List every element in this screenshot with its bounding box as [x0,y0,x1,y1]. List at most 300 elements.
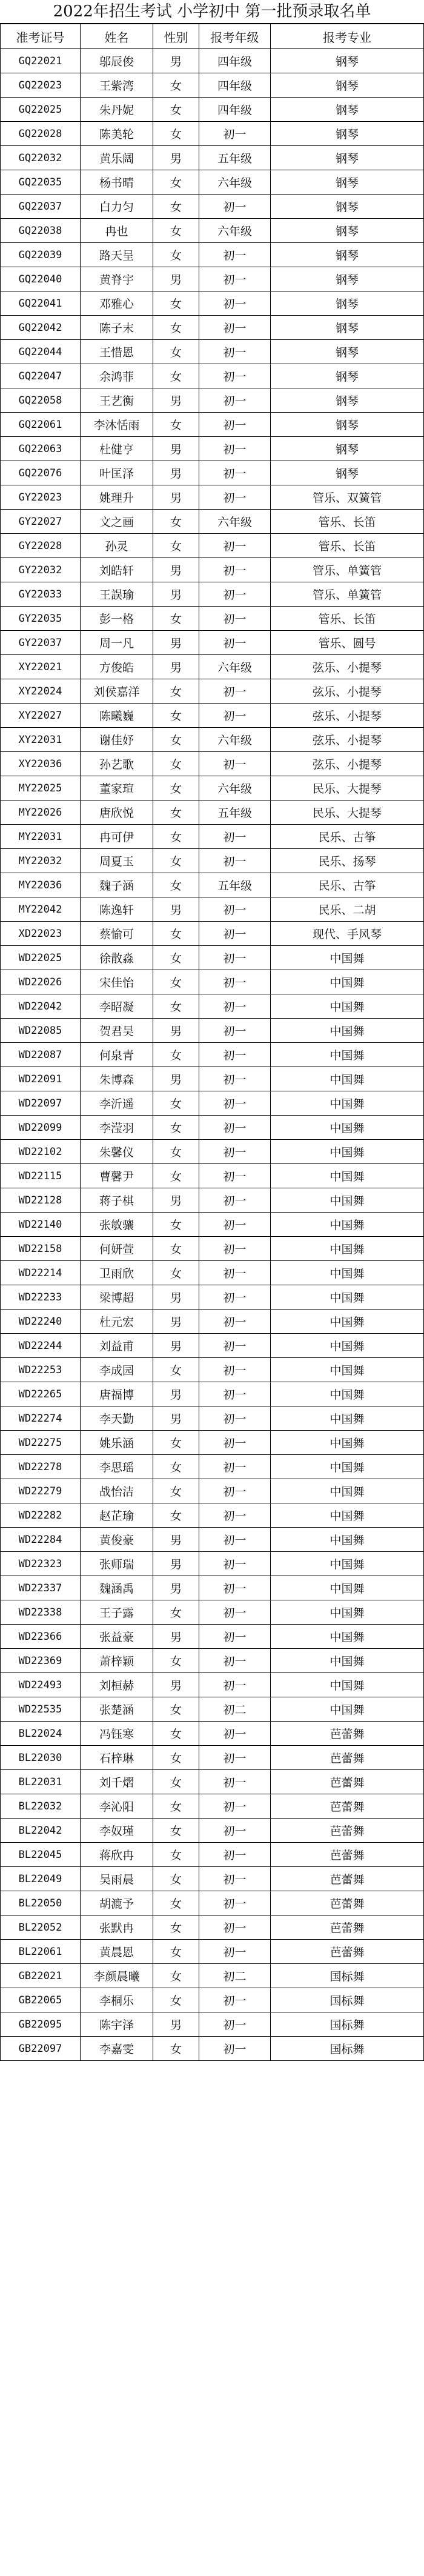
cell-gender: 女 [153,1261,199,1285]
table-row [1,1988,424,2012]
table-row [1,1503,424,1528]
header-exam-id: 准考证号 [1,24,81,49]
cell-gender: 女 [153,873,199,897]
cell-major: 管乐、长笛 [271,607,424,631]
cell-grade: 初二 [199,1964,271,1988]
cell-grade: 初一 [199,849,271,873]
cell-grade: 初一 [199,413,271,437]
table-row [1,1746,424,1770]
cell-exam-id: GQ22037 [1,195,81,219]
cell-name: 王艺衡 [81,388,153,413]
table-row [1,195,424,219]
cell-exam-id: WD22535 [1,1697,81,1722]
cell-gender: 女 [153,1843,199,1867]
cell-exam-id: GB22021 [1,1964,81,1988]
table-row [1,1940,424,1964]
cell-major: 弦乐、小提琴 [271,728,424,752]
cell-exam-id: WD22091 [1,1067,81,1091]
cell-exam-id: GQ22042 [1,316,81,340]
cell-gender: 女 [153,316,199,340]
cell-grade: 初一 [199,1431,271,1455]
cell-exam-id: WD22265 [1,1382,81,1406]
cell-exam-id: WD22233 [1,1285,81,1310]
cell-gender: 女 [153,679,199,704]
cell-gender: 女 [153,1479,199,1503]
cell-name: 王紫湾 [81,73,153,98]
cell-name: 蔡愉可 [81,922,153,946]
cell-grade: 初一 [199,1334,271,1358]
cell-gender: 女 [153,122,199,146]
cell-major: 芭蕾舞 [271,1722,424,1746]
cell-name: 刘桓赫 [81,1673,153,1697]
table-row [1,1600,424,1625]
cell-name: 刘千熠 [81,1770,153,1794]
cell-exam-id: BL22024 [1,1722,81,1746]
table-row [1,1915,424,1940]
table-row [1,1116,424,1140]
cell-gender: 女 [153,1770,199,1794]
cell-gender: 女 [153,1091,199,1116]
table-row [1,1891,424,1915]
cell-major: 管乐、圆号 [271,631,424,655]
header-name: 姓名 [81,24,153,49]
cell-exam-id: GQ22063 [1,437,81,461]
table-row [1,631,424,655]
cell-gender: 女 [153,340,199,364]
table-row [1,219,424,243]
cell-name: 杜元宏 [81,1310,153,1334]
table-row [1,2012,424,2037]
table-row [1,485,424,510]
cell-grade: 初一 [199,1358,271,1382]
cell-major: 民乐、古筝 [271,873,424,897]
cell-gender: 女 [153,1358,199,1382]
table-row [1,316,424,340]
cell-gender: 女 [153,364,199,388]
cell-name: 赵芷瑜 [81,1503,153,1528]
cell-exam-id: WD22282 [1,1503,81,1528]
cell-name: 陈逸轩 [81,897,153,922]
table-row [1,1406,424,1431]
cell-grade: 初一 [199,243,271,267]
cell-gender: 女 [153,1116,199,1140]
cell-gender: 女 [153,413,199,437]
cell-exam-id: MY22031 [1,825,81,849]
cell-name: 王子露 [81,1600,153,1625]
cell-name: 何泉青 [81,1043,153,1067]
cell-grade: 初一 [199,1406,271,1431]
table-row [1,73,424,98]
cell-exam-id: WD22026 [1,970,81,994]
cell-exam-id: BL22052 [1,1915,81,1940]
cell-grade: 四年级 [199,49,271,73]
cell-grade: 初一 [199,1140,271,1164]
cell-exam-id: GQ22035 [1,170,81,195]
table-row [1,98,424,122]
table-row [1,1285,424,1310]
table-row [1,534,424,558]
cell-gender: 女 [153,704,199,728]
cell-major: 钢琴 [271,49,424,73]
cell-grade: 初一 [199,994,271,1019]
cell-grade: 初一 [199,922,271,946]
cell-exam-id: GQ22058 [1,388,81,413]
cell-gender: 男 [153,485,199,510]
cell-exam-id: BL22049 [1,1867,81,1891]
cell-exam-id: WD22278 [1,1455,81,1479]
cell-grade: 初一 [199,1382,271,1406]
cell-exam-id: GY22027 [1,510,81,534]
cell-major: 中国舞 [271,1188,424,1213]
cell-gender: 女 [153,510,199,534]
table-row [1,291,424,316]
cell-exam-id: XY22036 [1,752,81,776]
table-row [1,800,424,825]
cell-exam-id: WD22253 [1,1358,81,1382]
cell-grade: 初一 [199,1988,271,2012]
cell-major: 中国舞 [271,1649,424,1673]
cell-exam-id: GY22023 [1,485,81,510]
cell-gender: 女 [153,219,199,243]
cell-name: 李成园 [81,1358,153,1382]
cell-major: 管乐、长笛 [271,534,424,558]
cell-major: 中国舞 [271,1140,424,1164]
cell-name: 王誤瑜 [81,582,153,607]
table-row [1,1576,424,1600]
cell-name: 姚理升 [81,485,153,510]
header-grade: 报考年级 [199,24,271,49]
cell-exam-id: WD22274 [1,1406,81,1431]
cell-gender: 女 [153,1455,199,1479]
cell-gender: 女 [153,1164,199,1188]
cell-name: 朱博森 [81,1067,153,1091]
cell-major: 中国舞 [271,1479,424,1503]
cell-major: 芭蕾舞 [271,1843,424,1867]
cell-gender: 男 [153,1019,199,1043]
cell-exam-id: WD22097 [1,1091,81,1116]
cell-major: 中国舞 [271,1600,424,1625]
cell-name: 姚乐涵 [81,1431,153,1455]
table-row [1,437,424,461]
cell-grade: 初一 [199,946,271,970]
cell-major: 芭蕾舞 [271,1940,424,1964]
table-row [1,1794,424,1819]
table-row [1,1067,424,1091]
cell-major: 弦乐、小提琴 [271,752,424,776]
cell-grade: 初一 [199,1600,271,1625]
cell-grade: 初一 [199,1794,271,1819]
cell-exam-id: XY22027 [1,704,81,728]
cell-name: 李昭凝 [81,994,153,1019]
cell-gender: 男 [153,1334,199,1358]
cell-grade: 五年级 [199,146,271,170]
cell-gender: 女 [153,1794,199,1819]
cell-major: 钢琴 [271,388,424,413]
cell-exam-id: WD22140 [1,1213,81,1237]
cell-exam-id: MY22036 [1,873,81,897]
cell-exam-id: GQ22047 [1,364,81,388]
cell-exam-id: XD22023 [1,922,81,946]
cell-grade: 初一 [199,1843,271,1867]
cell-major: 钢琴 [271,413,424,437]
cell-grade: 初一 [199,1455,271,1479]
table-row [1,1455,424,1479]
cell-exam-id: WD22275 [1,1431,81,1455]
table-row [1,728,424,752]
cell-major: 中国舞 [271,1528,424,1552]
table-row [1,994,424,1019]
cell-major: 民乐、二胡 [271,897,424,922]
table-row [1,1528,424,1552]
cell-major: 芭蕾舞 [271,1891,424,1915]
table-row [1,243,424,267]
table-row [1,340,424,364]
cell-major: 钢琴 [271,316,424,340]
cell-grade: 初一 [199,1479,271,1503]
cell-exam-id: GB22097 [1,2037,81,2061]
cell-gender: 男 [153,146,199,170]
cell-exam-id: GQ22041 [1,291,81,316]
cell-exam-id: MY22032 [1,849,81,873]
cell-grade: 初一 [199,1673,271,1697]
cell-major: 民乐、大提琴 [271,776,424,800]
cell-major: 中国舞 [271,1164,424,1188]
cell-major: 芭蕾舞 [271,1915,424,1940]
table-row [1,1019,424,1043]
table-row [1,1237,424,1261]
table-row [1,122,424,146]
cell-major: 芭蕾舞 [271,1794,424,1819]
cell-gender: 女 [153,243,199,267]
cell-gender: 女 [153,946,199,970]
cell-gender: 男 [153,1406,199,1431]
cell-grade: 初一 [199,897,271,922]
cell-major: 中国舞 [271,1091,424,1116]
cell-name: 陈美轮 [81,122,153,146]
cell-exam-id: GY22028 [1,534,81,558]
cell-gender: 男 [153,1188,199,1213]
cell-exam-id: WD22214 [1,1261,81,1285]
cell-exam-id: GQ22021 [1,49,81,73]
cell-grade: 初一 [199,1625,271,1649]
cell-name: 何妍萱 [81,1237,153,1261]
cell-major: 中国舞 [271,1334,424,1358]
cell-exam-id: WD22102 [1,1140,81,1164]
table-row [1,655,424,679]
table-row [1,1310,424,1334]
cell-major: 芭蕾舞 [271,1819,424,1843]
cell-major: 中国舞 [271,1431,424,1455]
cell-grade: 初一 [199,2012,271,2037]
cell-gender: 女 [153,1891,199,1915]
table-row [1,1770,424,1794]
cell-name: 路天呈 [81,243,153,267]
cell-name: 李奴瑾 [81,1819,153,1843]
cell-gender: 女 [153,73,199,98]
cell-gender: 女 [153,849,199,873]
cell-name: 李沁阳 [81,1794,153,1819]
cell-gender: 女 [153,1722,199,1746]
table-row [1,679,424,704]
cell-gender: 男 [153,1576,199,1600]
cell-gender: 女 [153,752,199,776]
cell-name: 刘益甫 [81,1334,153,1358]
cell-grade: 初一 [199,1722,271,1746]
cell-major: 中国舞 [271,1625,424,1649]
cell-major: 钢琴 [271,219,424,243]
cell-gender: 女 [153,1043,199,1067]
cell-name: 魏子涵 [81,873,153,897]
cell-exam-id: GQ22032 [1,146,81,170]
cell-grade: 五年级 [199,800,271,825]
cell-exam-id: XY22031 [1,728,81,752]
cell-exam-id: WD22115 [1,1164,81,1188]
table-row [1,1091,424,1116]
cell-gender: 男 [153,558,199,582]
cell-exam-id: GQ22076 [1,461,81,485]
cell-major: 钢琴 [271,437,424,461]
cell-gender: 女 [153,994,199,1019]
table-row [1,849,424,873]
cell-gender: 男 [153,49,199,73]
cell-name: 孙灵 [81,534,153,558]
page-title: 2022年招生考试 小学初中 第一批预录取名单 [0,0,424,24]
cell-exam-id: GY22037 [1,631,81,655]
cell-name: 黄俊豪 [81,1528,153,1552]
cell-name: 李沐恬雨 [81,413,153,437]
cell-grade: 初一 [199,1213,271,1237]
table-row [1,946,424,970]
cell-grade: 初一 [199,122,271,146]
cell-grade: 初一 [199,1819,271,1843]
cell-exam-id: GY22032 [1,558,81,582]
table-row [1,2037,424,2061]
table-row [1,1043,424,1067]
cell-gender: 女 [153,1746,199,1770]
cell-exam-id: GQ22040 [1,267,81,291]
cell-major: 国标舞 [271,2037,424,2061]
cell-major: 钢琴 [271,195,424,219]
cell-gender: 女 [153,922,199,946]
table-row [1,1722,424,1746]
table-row [1,1964,424,1988]
cell-gender: 女 [153,825,199,849]
cell-major: 钢琴 [271,122,424,146]
cell-grade: 初一 [199,1043,271,1067]
cell-major: 钢琴 [271,170,424,195]
cell-gender: 女 [153,1940,199,1964]
cell-name: 方俊皓 [81,655,153,679]
cell-name: 李沂遥 [81,1091,153,1116]
cell-exam-id: BL22045 [1,1843,81,1867]
table-row [1,1261,424,1285]
cell-exam-id: WD22493 [1,1673,81,1697]
cell-name: 朱馨仪 [81,1140,153,1164]
cell-grade: 初一 [199,1552,271,1576]
cell-major: 钢琴 [271,340,424,364]
cell-major: 钢琴 [271,243,424,267]
cell-gender: 女 [153,1649,199,1673]
table-row [1,1140,424,1164]
cell-grade: 初一 [199,388,271,413]
cell-exam-id: GQ22039 [1,243,81,267]
cell-major: 国标舞 [271,1964,424,1988]
cell-grade: 初一 [199,267,271,291]
cell-exam-id: GB22065 [1,1988,81,2012]
table-row [1,607,424,631]
table-row [1,388,424,413]
cell-exam-id: GQ22023 [1,73,81,98]
cell-major: 中国舞 [271,1503,424,1528]
cell-name: 杨书晴 [81,170,153,195]
cell-gender: 女 [153,800,199,825]
cell-name: 张师瑞 [81,1552,153,1576]
cell-gender: 女 [153,970,199,994]
cell-name: 唐欣悦 [81,800,153,825]
cell-exam-id: BL22050 [1,1891,81,1915]
cell-name: 黄脊宇 [81,267,153,291]
cell-exam-id: WD22284 [1,1528,81,1552]
cell-major: 弦乐、小提琴 [271,704,424,728]
cell-name: 邓雅心 [81,291,153,316]
cell-major: 钢琴 [271,146,424,170]
cell-name: 宋佳怡 [81,970,153,994]
cell-grade: 初一 [199,607,271,631]
cell-grade: 初一 [199,1285,271,1310]
cell-major: 中国舞 [271,1576,424,1600]
cell-grade: 初一 [199,1091,271,1116]
table-row [1,1697,424,1722]
cell-gender: 女 [153,291,199,316]
cell-name: 朱丹妮 [81,98,153,122]
cell-grade: 初一 [199,1940,271,1964]
cell-grade: 初一 [199,1915,271,1940]
table-row [1,1382,424,1406]
cell-name: 唐福博 [81,1382,153,1406]
cell-gender: 女 [153,195,199,219]
cell-gender: 男 [153,437,199,461]
table-row [1,1625,424,1649]
cell-grade: 初二 [199,1697,271,1722]
cell-exam-id: WD22369 [1,1649,81,1673]
cell-grade: 初一 [199,1237,271,1261]
cell-major: 中国舞 [271,1261,424,1285]
cell-major: 芭蕾舞 [271,1867,424,1891]
cell-grade: 初一 [199,1188,271,1213]
cell-gender: 女 [153,1503,199,1528]
cell-major: 钢琴 [271,267,424,291]
cell-major: 钢琴 [271,73,424,98]
cell-major: 民乐、大提琴 [271,800,424,825]
cell-name: 张默冉 [81,1915,153,1940]
cell-exam-id: WD22323 [1,1552,81,1576]
cell-name: 董家瑄 [81,776,153,800]
table-row [1,1867,424,1891]
cell-grade: 初一 [199,437,271,461]
cell-grade: 初一 [199,291,271,316]
cell-gender: 女 [153,728,199,752]
cell-name: 李滢羽 [81,1116,153,1140]
cell-gender: 男 [153,655,199,679]
cell-gender: 女 [153,776,199,800]
cell-major: 中国舞 [271,1237,424,1261]
cell-name: 陈宇泽 [81,2012,153,2037]
cell-grade: 初一 [199,1576,271,1600]
cell-gender: 女 [153,1819,199,1843]
cell-exam-id: WD22087 [1,1043,81,1067]
cell-name: 叶匡泽 [81,461,153,485]
cell-gender: 女 [153,1431,199,1455]
